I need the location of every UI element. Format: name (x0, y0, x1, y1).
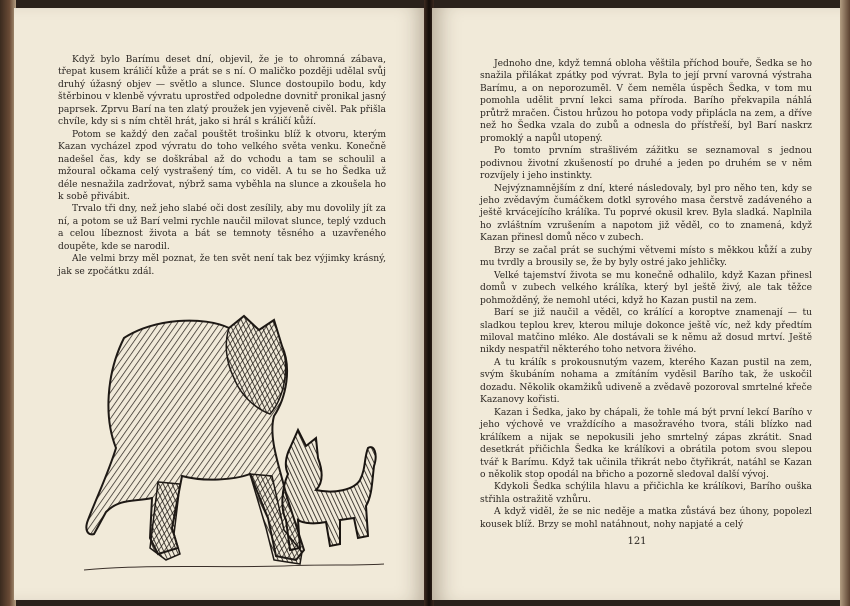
paragraph: Brzy se začal prát se suchými větvemi místo s měkkou kůží a zuby mu tvrdly a brousily se, že by byly ostré jako jehličky. (480, 245, 812, 269)
left-page-text (58, 54, 386, 278)
paragraph: Barí se již naučil a věděl, co králící a koroptve znamenají — tu sladkou teplou krev, kterou miluje dokonce ještě víc, než kdy předtím miloval matčino mléko. Ale dostávali se k němu až dosud mrtví. Ještě nikdy nespatřil některého toho netvora živého. (480, 308, 812, 356)
paragraph: Potom se každý den začal pouštět trošinku blíž k otvoru, kterým Kazan vycházel zpod vývratu do toho velkého světa venku. Konečně nadešel čas, kdy se doškrábal až do vchodu a tam se schoulil a mžoural očkama celý vystrašený tím, co viděl. A tu se ho Šedka už déle nesnažila zadržovat, nýbrž sama vyběhla na slunce a zkoušela ho k sobě přivábit. (58, 129, 386, 202)
left-page (14, 8, 426, 600)
page-number: 121 (627, 536, 647, 547)
right-page-text (480, 58, 812, 531)
paragraph: Když bylo Barímu deset dní, objevil, že je to ohromná zábava, třepat kusem králičí kůže a prát se s ní. O maličko později udělal svůj druhý úžasný objev — světlo a slunce. Slunce dostoupilo bodu, kdy štěrbinou v klenbě vývratu uprostřed odpoledne dovnitř pronikal jasný paprsek. Zprvu Barí na ten zlatý proužek jen vyjeveně civěl. Pak přišla chvíle, kdy si s ním chtěl hrát, jako si hrál s králičí kůží. (58, 55, 386, 128)
paragraph: Trvalo tři dny, než jeho slabé oči dost zesílily, aby mu dovolily jít za ní, a potom se už Barí velmi rychle naučil milovat slunce, teplý vzduch a celou líbeznost života a bát se temnoty těsného a uzavřeného doupěte, kde se narodil. (58, 204, 386, 252)
paragraph: Nejvýznamnějším z dní, které následovaly, byl pro něho ten, kdy se jeho zvědavým čumáčkem dotkl syrového masa čerstvě zadáveného a ještě krvácejícího králíka. Tu poprvé okusil krev. Byla sladká. Naplnila ho zvláštním vzrušením a napotom již věděl, co to znamená, když Kazan přinesl domů něco v zubech. (480, 183, 812, 244)
paragraph: Velké tajemství života se mu konečně odhalilo, když Kazan přinesl domů v zubech velkého králíka, který byl ještě živý, ale tak těžce pohmožděný, že nemohl utéci, když ho Kazan pustil na zem. (480, 270, 812, 306)
right-page (432, 8, 842, 600)
paragraph: Ale velmi brzy měl poznat, že ten svět není tak bez výjimky krásný, jak se zpočátku zdál. (58, 254, 386, 277)
wolf-and-pup-illustration (54, 298, 394, 598)
paragraph: Po tomto prvním strašlivém zážitku se seznamoval s jednou podivnou životní zkušeností po druhé a jeden po druhém se v něm rozvíjely i jeho instinkty. (480, 146, 812, 182)
paragraph: A když viděl, že se nic neděje a matka zůstává bez úhony, popolezl kousek blíž. Brzy se mohl natáhnout, nohy napjaté a celý (480, 507, 812, 530)
book-edge-right (840, 0, 850, 606)
paragraph: Kazan i Šedka, jako by chápali, že tohle má být první lekcí Barího v jeho výchově ve vraždícího a masožravého tvora, stáli blízko nad králíkem a nijak se nepokusili jeho smrtelný zápas zkrátit. Snad desetkrát přičichla Šedka ke králíkovi a obrátila potom svou slepou tvář k Barímu. Když tak učinila třikrát nebo čtyřikrát, natáhl se Kazan o několik stop opodál na břicho a pozorně sledoval další vývoj. (480, 407, 812, 480)
paragraph: Jednoho dne, když temná obloha věštila příchod bouře, Šedka se ho snažila přilákat zpátky pod vývrat. Byla to její první varovná výstraha Barímu, a on neporozuměl. V čem neměla úspěch Šedka, v tom mu pomohla udělit první lekci sama příroda. Barího překvapila náhlá průtrž mračen. Čistou hrůzou ho potopa vody připlácla na zem, a dříve než ho Šedka vzala do zubů a odnesla do přístřeší, byl Barí naskrz promoklý a napůl utopený. (480, 59, 812, 144)
paragraph: A tu králík s prokousnutým vazem, kterého Kazan pustil na zem, svým škubáním nohama a zmítáním vyděsil Barího tak, že uskočil dozadu. Několik okamžiků udiveně a zvědavě pozoroval smrtelné křeče Kazanovy kořisti. (480, 357, 812, 406)
paragraph: Kdykoli Šedka schýlila hlavu a přičichla ke králíkovi, Barího ouška střihla ostražitě vzhůru. (480, 482, 812, 505)
